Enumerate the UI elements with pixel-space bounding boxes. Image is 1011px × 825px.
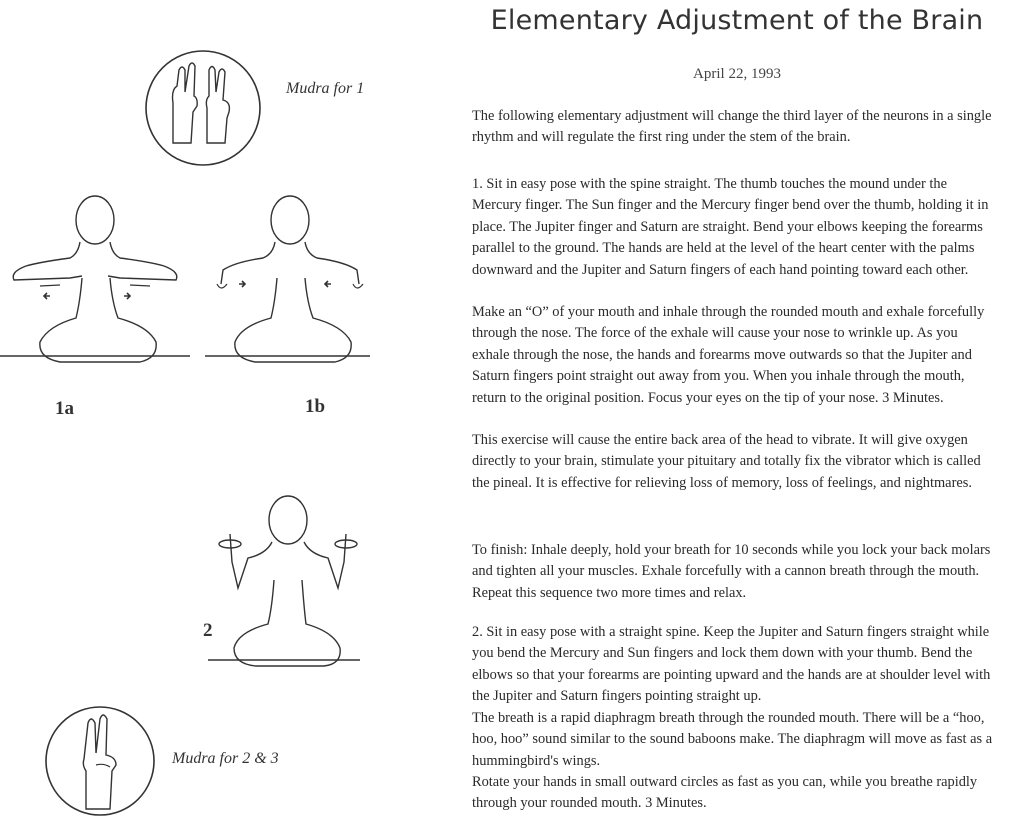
text-column (472, 0, 1002, 825)
figure-2-illustration (208, 492, 366, 682)
step-1-breathing: Make an “O” of your mouth and inhale through the rounded mouth and exhale forcefully through the nose. The force of the exhale will cause your nose to wrinkle up. As you exhale through the nose, the hands and forearms move outwards so that the Jupiter and Saturn fingers point straight out away from you. When you inhale through the mouth, return to the original position. Focus your eyes on the tip of your nose. 3 Minutes. (472, 304, 985, 406)
mudra-1-illustration (143, 48, 263, 168)
illustration-column (0, 0, 460, 825)
intro-paragraph: The following elementary adjustment will change the third layer of the neurons in a single rhythm and will regulate the first ring under the stem of the brain. (472, 108, 992, 146)
step-2-instructions: 2. Sit in easy pose with a straight spine. Keep the Jupiter and Saturn fingers straight while you bend the Mercury and Sun fingers and lock them down with your thumb. Bend the elbows so that your forearms are pointing upward and the hands are at shoulder level with the Jupiter and Saturn fingers pointing straight up. (472, 624, 991, 705)
document-date: April 22, 1993 (693, 66, 781, 82)
figure-1a-label: 1a (55, 398, 74, 419)
mudra-2-3-caption: Mudra for 2 & 3 (172, 750, 279, 767)
finish-paragraph: To finish: Inhale deeply, hold your breath for 10 seconds while you lock your back molars and tighten all your muscles. Exhale forcefully with a cannon breath through the mouth. Repeat this sequence two more times and relax. (472, 542, 991, 601)
figure-2-label: 2 (203, 620, 213, 641)
step-2-breathing: The breath is a rapid diaphragm breath through the rounded mouth. There will be a “hoo, hoo, hoo” sound similar to the sound baboons make. The diaphragm will move as fast as a hummingbird's wings. (472, 710, 993, 769)
figure-1b-illustration (205, 192, 375, 392)
figure-1b-label: 1b (305, 396, 326, 417)
mudra-1-caption: Mudra for 1 (286, 80, 365, 97)
step-2-rotation: Rotate your hands in small outward circles as fast as you can, while you breathe rapidly through your rounded mouth. 3 Minutes. (472, 774, 978, 812)
mudra-2-3-illustration (42, 705, 158, 817)
step-1-instructions: 1. Sit in easy pose with the spine straight. The thumb touches the mound under the Mercury finger. The Sun finger and the Mercury finger bend over the thumb, holding it in place. The Jupiter finger and Saturn are straight. Bend your elbows keeping the forearms parallel to the ground. The hands are held at the level of the heart center with the palms downward and the Jupiter and Saturn fingers of each hand pointing toward each other. (472, 176, 989, 278)
figure-1a-illustration (0, 192, 200, 392)
step-1-benefits: This exercise will cause the entire back area of the head to vibrate. It will give oxygen directly to your brain, stimulate your pituitary and totally fix the vibrator which is called the pineal. It is effective for relieving loss of memory, loss of feelings, and nightmares. (472, 432, 981, 491)
document-title: Elementary Adjustment of the Brain (490, 5, 984, 36)
